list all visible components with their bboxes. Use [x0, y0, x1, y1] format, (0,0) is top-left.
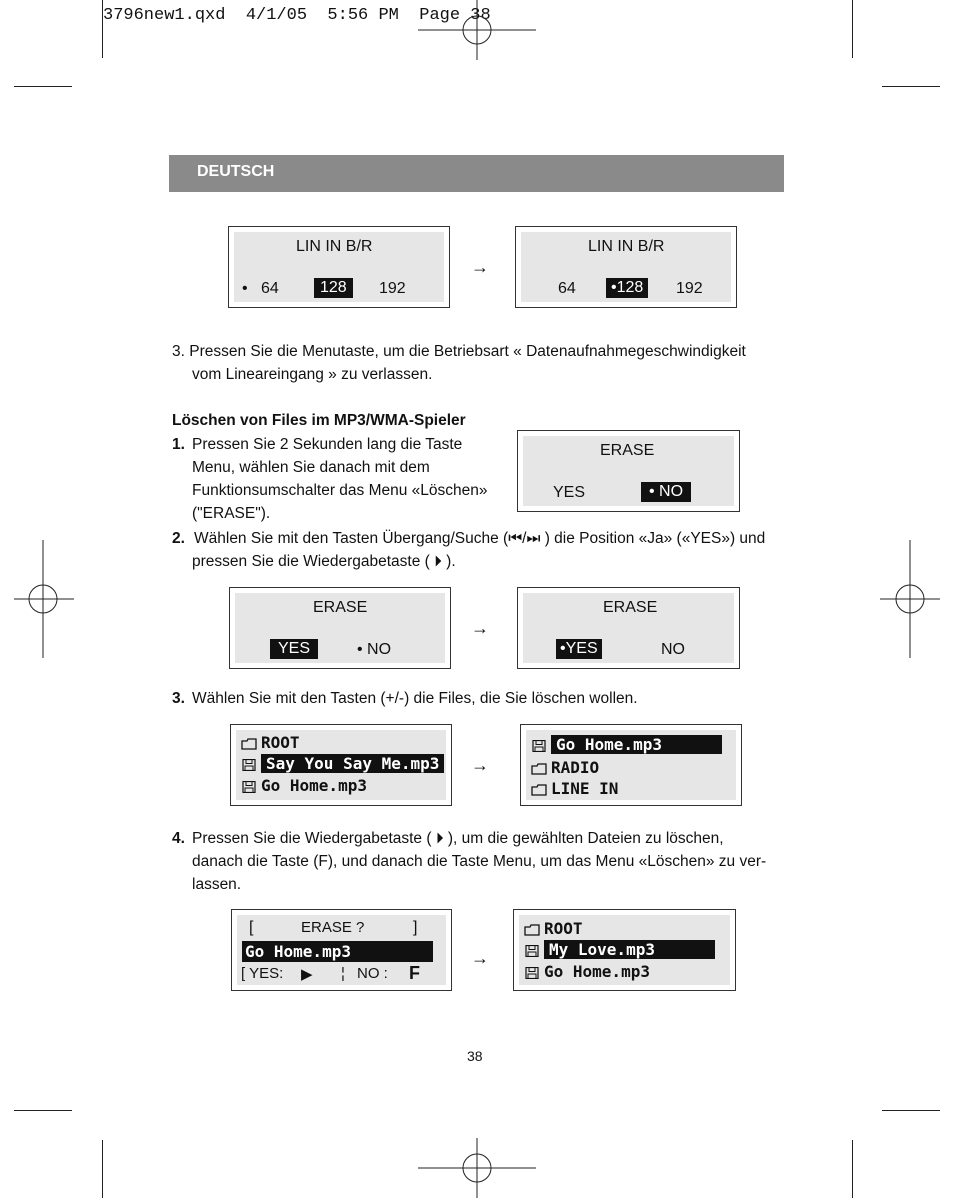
crop-mark — [14, 86, 72, 87]
lcd-title: LIN IN B/R — [296, 238, 373, 255]
step-3-text: Wählen Sie mit den Tasten (+/-) die Files, die Sie löschen wollen. — [192, 690, 638, 707]
lcd-files-3 — [513, 909, 736, 991]
page-number: 38 — [467, 1048, 483, 1064]
yes-label: [ YES: — [241, 965, 284, 982]
lcd-bullet: • — [242, 280, 248, 297]
file-disk-icon — [241, 759, 257, 771]
lcd-option-no-selected: • NO — [641, 482, 691, 502]
file-row-selected — [531, 735, 722, 754]
lcd-option-128-selected: •128 — [606, 278, 648, 298]
f-key-icon: F — [409, 963, 420, 983]
file-row — [524, 919, 583, 938]
confirm-title: ERASE ? — [301, 919, 365, 936]
step-3-line-1: 3. Pressen Sie die Menutaste, um die Betriebsart « Datenaufnahmegeschwindigkeit — [172, 343, 746, 360]
lcd-option-128-selected: 128 — [314, 278, 353, 298]
file-name: LINE IN — [551, 779, 619, 798]
arrow: → — [471, 618, 489, 638]
lcd-option-192: 192 — [379, 280, 406, 297]
step-4-line-1: Pressen Sie die Wiedergabetaste ( ⏵ ), um die gewählten Dateien zu löschen, — [192, 830, 724, 847]
arrow: → — [471, 755, 489, 775]
registration-mark-bottom — [418, 1138, 536, 1198]
step-4-line-2: danach die Taste (F), und danach die Taste Menu, um das Menu «Löschen» zu ver- — [192, 853, 767, 870]
lcd-files-2 — [520, 724, 742, 806]
folder-icon — [524, 924, 540, 936]
step-2-line-1: Wählen Sie mit den Tasten Übergang/Suche (⏮/⏭ ) die Position «Ja» («YES») und — [194, 530, 766, 547]
registration-mark-left — [14, 540, 74, 658]
step-1-number: 1. — [172, 436, 185, 453]
file-disk-icon — [531, 740, 547, 752]
lcd-title: ERASE — [600, 442, 655, 459]
arrow: → — [471, 948, 489, 968]
step-1-line-3: Funktionsumschalter das Menu «Löschen» — [192, 482, 488, 499]
lcd-lin-in-left — [228, 226, 450, 308]
file-row — [241, 776, 367, 795]
file-row — [531, 779, 618, 798]
lcd-option-192: 192 — [676, 280, 703, 297]
file-row-selected — [241, 754, 444, 773]
file-row-selected — [524, 940, 715, 959]
play-icon: ▶ — [301, 966, 313, 983]
file-disk-icon — [524, 945, 540, 957]
lcd-erase-1 — [517, 430, 740, 512]
crop-mark — [102, 0, 103, 58]
separator: ¦ — [341, 965, 345, 982]
step-4-line-3: lassen. — [192, 876, 242, 893]
file-name: ROOT — [544, 919, 583, 938]
registration-mark-top — [418, 0, 536, 60]
lcd-erase-2 — [229, 587, 451, 669]
no-label: NO : — [357, 965, 388, 982]
lcd-files-1 — [230, 724, 452, 806]
print-slug: 3796new1.qxd 4/1/05 5:56 PM Page 38 — [103, 6, 491, 25]
file-name: Go Home.mp3 — [544, 962, 650, 981]
file-name: My Love.mp3 — [544, 940, 715, 959]
file-name: Say You Say Me.mp3 — [261, 754, 444, 773]
crop-mark — [14, 1110, 72, 1111]
crop-mark — [102, 1140, 103, 1198]
lcd-title: ERASE — [603, 599, 658, 616]
step-1-line-2: Menu, wählen Sie danach mit dem — [192, 459, 430, 476]
step-1-line-1: Pressen Sie 2 Sekunden lang die Taste — [192, 436, 463, 453]
lcd-title: ERASE — [313, 599, 368, 616]
lcd-erase-confirm — [231, 909, 452, 991]
folder-icon — [531, 763, 547, 775]
folder-icon — [241, 738, 257, 750]
section-title: Löschen von Files im MP3/WMA-Spieler — [172, 412, 466, 429]
file-name: Go Home.mp3 — [261, 776, 367, 795]
lcd-option-64: 64 — [558, 280, 576, 297]
bracket-right: ] — [413, 919, 418, 936]
file-name: ROOT — [261, 733, 300, 752]
file-name: RADIO — [551, 758, 600, 777]
registration-mark-right — [880, 540, 940, 658]
crop-mark — [882, 1110, 940, 1111]
lcd-option-no: • NO — [357, 641, 392, 658]
step-4-number: 4. — [172, 830, 185, 847]
lcd-option-no: NO — [661, 641, 685, 658]
lcd-lin-in-right — [515, 226, 737, 308]
lcd-option-yes: YES — [553, 484, 586, 501]
bracket-left: [ — [249, 919, 254, 936]
lcd-title: LIN IN B/R — [588, 238, 665, 255]
file-disk-icon — [241, 781, 257, 793]
language-label: DEUTSCH — [197, 163, 275, 180]
lcd-option-yes-selected: •YES — [556, 639, 602, 659]
crop-mark — [852, 1140, 853, 1198]
file-row — [524, 962, 650, 981]
crop-mark — [882, 86, 940, 87]
file-disk-icon — [524, 967, 540, 979]
lcd-option-64: 64 — [261, 280, 279, 297]
file-name-selected: Go Home.mp3 — [242, 941, 433, 962]
crop-mark — [852, 0, 853, 58]
folder-icon — [531, 784, 547, 796]
lcd-option-yes-selected: YES — [270, 639, 318, 659]
step-2-number: 2. — [172, 530, 185, 547]
language-header — [169, 155, 784, 192]
step-2-line-2: pressen Sie die Wiedergabetaste ( ⏵ ). — [192, 553, 456, 570]
file-name: Go Home.mp3 — [551, 735, 722, 754]
step-1-line-4: ("ERASE"). — [192, 505, 271, 522]
step-3-number: 3. — [172, 690, 185, 707]
arrow: → — [471, 257, 489, 277]
file-row — [531, 758, 599, 777]
step-3-line-2: vom Lineareingang » zu verlassen. — [192, 366, 433, 383]
file-row — [241, 733, 300, 752]
lcd-erase-3 — [517, 587, 740, 669]
